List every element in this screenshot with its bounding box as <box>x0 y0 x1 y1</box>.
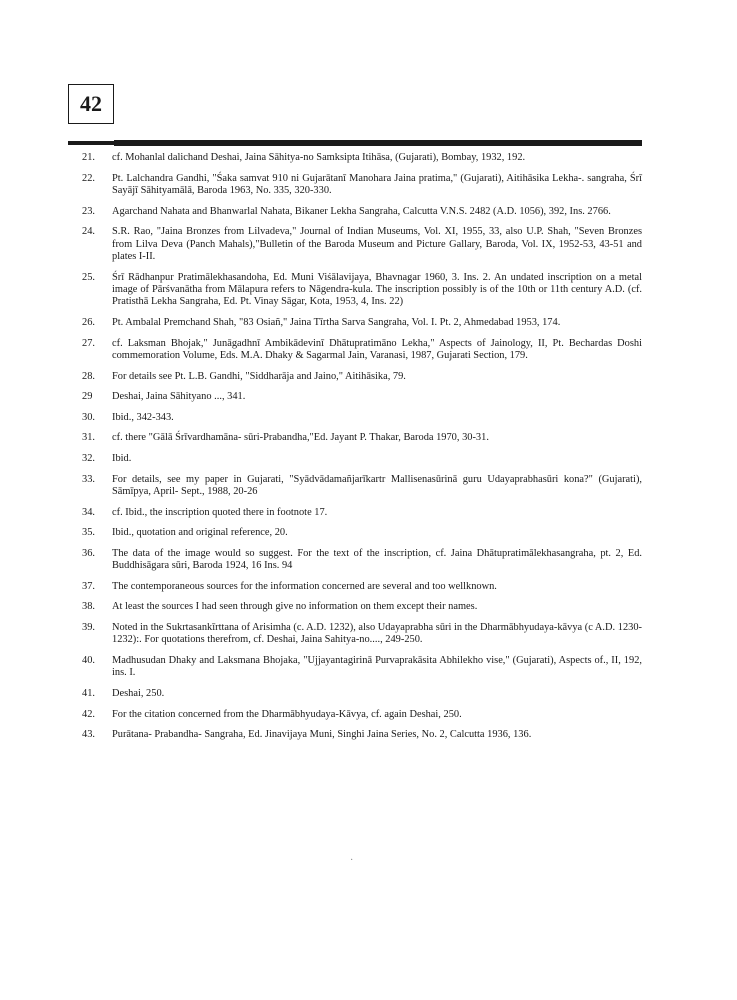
header-rule <box>114 140 642 146</box>
footnote-number: 39. <box>82 621 95 633</box>
footnote-text: Agarchand Nahata and Bhanwarlal Nahata, Bikaner Lekha Sangraha, Calcutta V.N.S. 2482 (A.D. 1056), 392, Ins. 2766. <box>112 205 611 217</box>
footnote <box>82 622 642 647</box>
footnote-text: The contemporaneous sources for the information concerned are several and too wellknown. <box>112 580 497 592</box>
footnote-text: Madhusudan Dhaky and Laksmana Bhojaka, "Ujjayantagirinā Purvaprakāsita Abhilekho vise," (Gujarati), Aspects of., II, 192, ins. I. <box>112 654 642 679</box>
page-mark: · <box>350 855 354 866</box>
footnote <box>82 655 642 680</box>
footnote-text: S.R. Rao, "Jaina Bronzes from Lilvadeva," Journal of Indian Museums, Vol. XI, 1955, 33, also U.P. Shah, "Seven Bronzes from Lilva Deva (Panch Mahals),"Bulletin of the Baroda Museum and Picture Gallary, Baroda, Vol. IX, 1952-53, 43-51 and plates I-II. <box>112 226 642 262</box>
footnotes-list <box>82 152 642 750</box>
footnote-text: The data of the image would so suggest. For the text of the inscription, cf. Jaina Dhātupratimālekhasangraha, pt. 2, Ed. Buddhisāgara sūri, Baroda 1924, 16 Ins. 94 <box>112 547 642 572</box>
footnote-number: 21. <box>82 152 95 163</box>
footnote <box>82 206 642 218</box>
footnote-text: For the citation concerned from the Dharmābhyudaya-Kāvya, cf. again Deshai, 250. <box>112 708 462 720</box>
footnote <box>82 688 642 700</box>
footnote <box>82 601 642 613</box>
footnote-number: 43. <box>82 729 95 741</box>
footnote <box>82 709 642 721</box>
footnote-text: Pt. Lalchandra Gandhi, "Śaka samvat 910 ni Gujarātanī Manohara Jaina pratima," (Gujarati), Aitihāsika Lekha-. sangraha, Śrī Sayājī Sāhityamālā, Baroda 1963, No. 335, 320-330. <box>112 172 642 196</box>
footnote <box>82 272 642 309</box>
footnote-text: For details see Pt. L.B. Gandhi, "Siddharāja and Jaino," Aitihāsika, 79. <box>112 370 406 382</box>
footnote-number: 40. <box>82 654 95 666</box>
footnote-text: Purātana- Prabandha- Sangraha, Ed. Jinavijaya Muni, Singhi Jaina Series, No. 2, Calcutta 1936, 136. <box>112 729 532 741</box>
footnote <box>82 317 642 329</box>
footnote <box>82 173 642 198</box>
footnote <box>82 581 642 593</box>
footnote-number: 32. <box>82 452 95 464</box>
footnote-text: Ibid., 342-343. <box>112 411 174 423</box>
page-number: 42 <box>68 84 114 124</box>
footnote-text: Deshai, 250. <box>112 687 165 699</box>
footnote-number: 28. <box>82 370 95 382</box>
footnote-number: 25. <box>82 271 95 283</box>
footnote <box>82 371 642 383</box>
footnote-text: cf. Mohanlal dalichand Deshai, Jaina Sāhitya-no Samksipta Itihāsa, (Gujarati), Bombay, 1932, 192. <box>112 152 526 163</box>
footnote <box>82 338 642 363</box>
footnote <box>82 412 642 424</box>
footnote-number: 29 <box>82 391 93 403</box>
footnote-number: 37. <box>82 580 95 592</box>
footnote <box>82 474 642 499</box>
footnote-text: Deshai, Jaina Sāhityano ..., 341. <box>112 391 246 403</box>
footnote-text: For details, see my paper in Gujarati, "Syādvādamañjarīkartr Mallisenasūrinā guru Udayaprabhasūri kona?" (Gujarati), Sāmīpya, April- Sept., 1988, 20-26 <box>112 473 642 497</box>
footnote-number: 26. <box>82 317 95 328</box>
footnote-number: 41. <box>82 687 95 699</box>
footnote <box>82 453 642 465</box>
footnote-text: Ibid., quotation and original reference, 20. <box>112 527 288 539</box>
footnote-number: 31. <box>82 432 95 444</box>
footnote-text: Pt. Ambalal Premchand Shah, "83 Osiañ," Jaina Tīrtha Sarva Sangraha, Vol. I. Pt. 2, Ahmedabad 1953, 174. <box>112 317 561 328</box>
footnote <box>82 548 642 573</box>
footnote-number: 38. <box>82 601 95 613</box>
footnote <box>82 432 642 444</box>
footnote-text: cf. Laksman Bhojak," Junāgadhnī Ambikādevinī Dhātupratimāno Lekha," Aspects of Jainology, II, Pt. Bechardas Doshi commemoration Volume, Eds. M.A. Dhaky & Sagarmal Jain, Varanasi, 1987, Gujarati Section, 179. <box>112 337 642 361</box>
footnote <box>82 729 642 741</box>
footnote-number: 34. <box>82 506 95 518</box>
header-rule-left <box>68 141 114 145</box>
footnote <box>82 391 642 403</box>
footnote-number: 22. <box>82 172 95 184</box>
footnote-number: 35. <box>82 527 95 539</box>
footnote-text: cf. Ibid., the inscription quoted there in footnote 17. <box>112 506 328 518</box>
footnote-text: Noted in the Sukrtasankīrttana of Arisimha (c. A.D. 1232), also Udayaprabha sūri in the Dharmābhyudaya-kāvya (c A.D. 1230-1232):. For quotations therefrom, cf. Deshai, Jaina Sahitya-no...., 249-250. <box>112 621 642 646</box>
footnote-number: 23. <box>82 205 95 217</box>
footnote-text: Śrī Rādhanpur Pratimālekhasandoha, Ed. Muni Viśālavijaya, Bhavnagar 1960, 3. Ins. 2. An undated inscription on a metal image of Pārśvanātha from Mālapura refers to Nāgendra-kula. The inscription possibly is of the 10th or 11th century A.D. (cf. Pratisthā Lekha Sangraha, Ed. Pt. Vinay Sāgar, Kota, 1953, 4, Ins. 22) <box>112 271 642 308</box>
footnote-number: 36. <box>82 547 95 559</box>
footnote-number: 24. <box>82 226 95 238</box>
footnote-text: At least the sources I had seen through give no information on them except their names. <box>112 601 478 613</box>
footnote <box>82 507 642 519</box>
footnote-text: cf. there "Gālā Śrīvardhamāna- sūri-Prabandha,"Ed. Jayant P. Thakar, Baroda 1970, 30-31. <box>112 432 489 444</box>
footnote-number: 33. <box>82 473 95 485</box>
footnote <box>82 527 642 539</box>
footnote-text: Ibid. <box>112 452 132 464</box>
footnote-number: 27. <box>82 337 95 349</box>
footnote-number: 42. <box>82 708 95 720</box>
footnote <box>82 226 642 263</box>
footnote-number: 30. <box>82 411 95 423</box>
footnote <box>82 152 642 164</box>
